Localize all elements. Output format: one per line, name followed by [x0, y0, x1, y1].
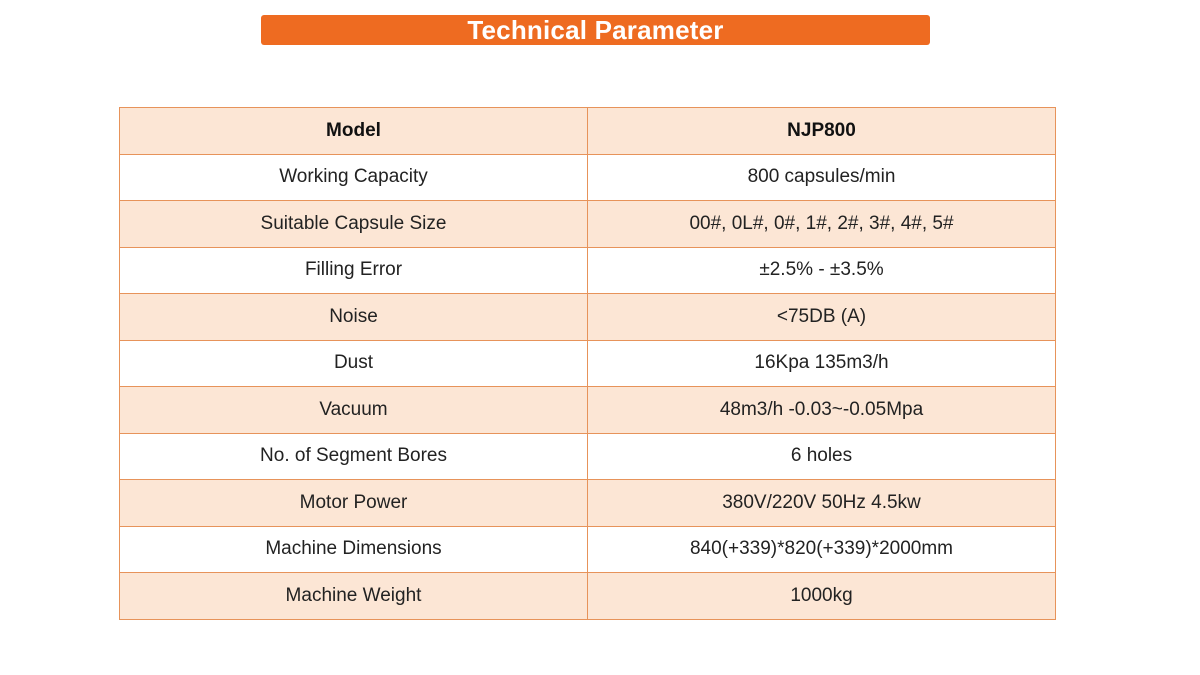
header-label-cell: Model: [120, 108, 588, 155]
row-value: 840(+339)*820(+339)*2000mm: [588, 526, 1056, 573]
row-label: Machine Dimensions: [120, 526, 588, 573]
row-value: 800 capsules/min: [588, 154, 1056, 201]
table-row: [120, 433, 1056, 480]
row-value: ±2.5% - ±3.5%: [588, 247, 1056, 294]
table-row: [120, 480, 1056, 527]
table-row: [120, 201, 1056, 248]
row-label: Suitable Capsule Size: [120, 201, 588, 248]
row-label: Motor Power: [120, 480, 588, 527]
row-value: 48m3/h -0.03~-0.05Mpa: [588, 387, 1056, 434]
row-label: Machine Weight: [120, 573, 588, 620]
table-row: [120, 526, 1056, 573]
table-header-row: [120, 108, 1056, 155]
table-row: [120, 154, 1056, 201]
row-value: 00#, 0L#, 0#, 1#, 2#, 3#, 4#, 5#: [588, 201, 1056, 248]
row-label: Filling Error: [120, 247, 588, 294]
header-value-cell: NJP800: [588, 108, 1056, 155]
technical-parameter-table: [119, 107, 1056, 620]
row-label: Dust: [120, 340, 588, 387]
table-row: [120, 387, 1056, 434]
row-value: 6 holes: [588, 433, 1056, 480]
row-label: Working Capacity: [120, 154, 588, 201]
table-row: [120, 573, 1056, 620]
row-value: <75DB (A): [588, 294, 1056, 341]
table-row: [120, 247, 1056, 294]
row-value: 380V/220V 50Hz 4.5kw: [588, 480, 1056, 527]
row-label: Vacuum: [120, 387, 588, 434]
table-row: [120, 294, 1056, 341]
row-value: 1000kg: [588, 573, 1056, 620]
row-value: 16Kpa 135m3/h: [588, 340, 1056, 387]
row-label: Noise: [120, 294, 588, 341]
table-row: [120, 340, 1056, 387]
row-label: No. of Segment Bores: [120, 433, 588, 480]
page-title: Technical Parameter: [261, 15, 930, 45]
